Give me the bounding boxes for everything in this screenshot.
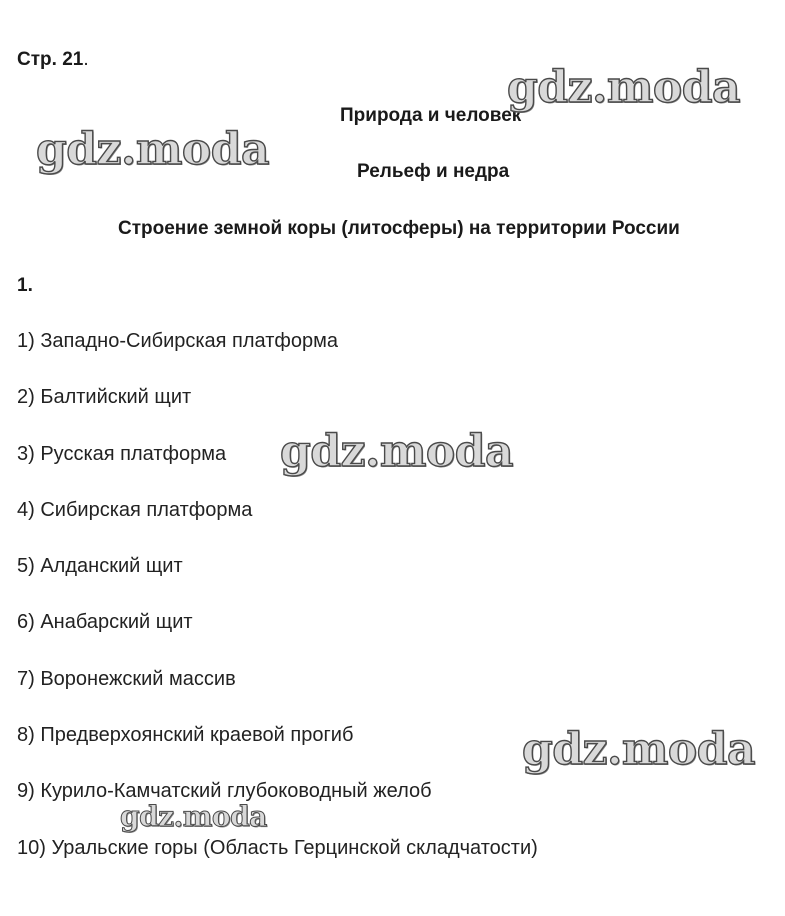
section-heading: Природа и человек — [340, 105, 522, 126]
answer-item: 4) Сибирская платформа — [17, 498, 253, 521]
topic-heading: Рельеф и недра — [357, 161, 510, 182]
answer-item: 8) Предверхоянский краевой прогиб — [17, 724, 354, 747]
watermark: gdz.moda — [507, 62, 741, 113]
answer-item: 7) Воронежский массив — [17, 667, 236, 690]
watermark: gdz.moda — [120, 800, 267, 833]
task-number: 1. — [17, 275, 33, 296]
answer-item: 2) Балтийский щит — [17, 386, 192, 409]
answer-item: 3) Русская платформа — [17, 442, 227, 465]
page-number: Стр. 21 — [17, 49, 84, 70]
answer-item: 9) Курило-Камчатский глубоководный желоб — [17, 780, 432, 803]
page-number-dot: . — [83, 49, 89, 70]
answer-item: 1) Западно-Сибирская платформа — [17, 330, 338, 352]
answer-item: 6) Анабарский щит — [17, 611, 193, 634]
watermark: gdz.moda — [522, 724, 756, 775]
watermark: gdz.moda — [36, 124, 270, 175]
page-reference — [17, 48, 89, 72]
answer-item: 5) Алданский щит — [17, 555, 183, 578]
answer-list — [17, 329, 538, 892]
lesson-heading: Строение земной коры (литосферы) на территории России — [118, 218, 680, 239]
answer-item: 10) Уральские горы (Область Герцинской складчатости) — [17, 836, 538, 859]
watermark: gdz.moda — [280, 426, 514, 477]
